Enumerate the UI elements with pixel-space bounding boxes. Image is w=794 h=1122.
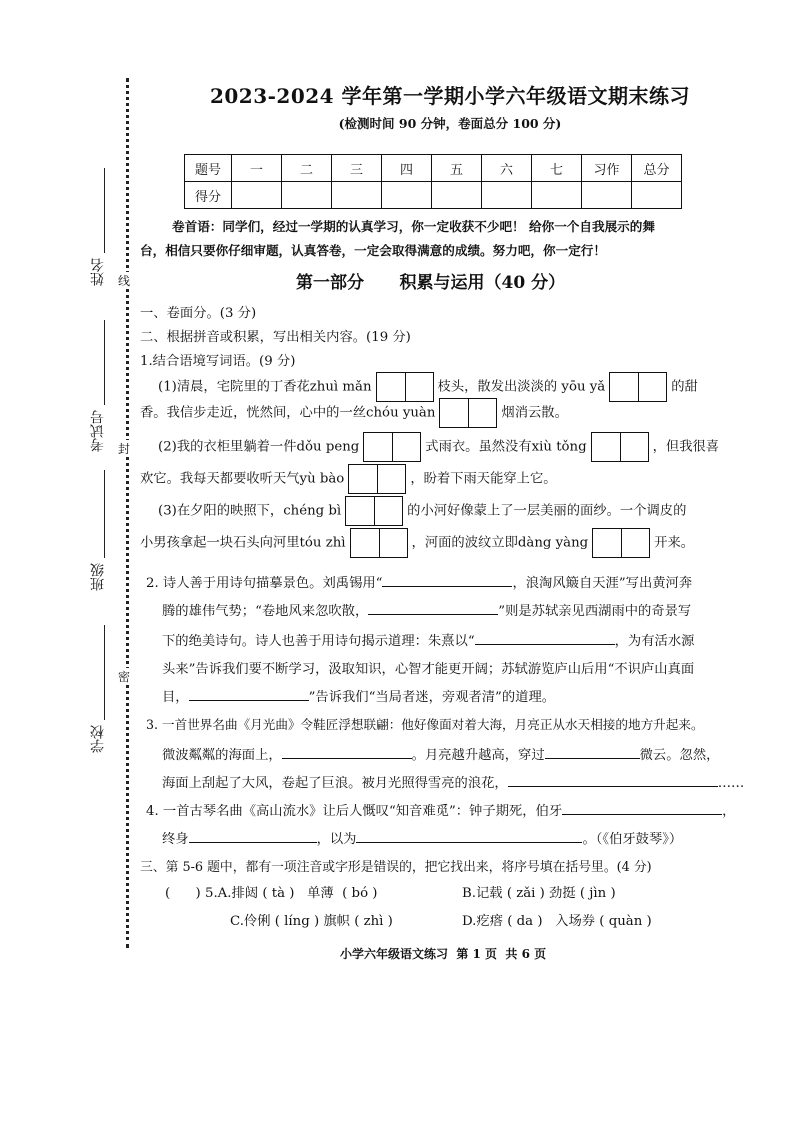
score-cell[interactable] <box>632 182 682 209</box>
page-subtitle: (检测时间 90 分钟，卷面总分 100 分) <box>338 116 562 131</box>
score-header-cell: 六 <box>482 155 532 182</box>
sentence-2-line-2 <box>140 464 557 494</box>
answer-box[interactable] <box>345 496 403 526</box>
answer-blank[interactable] <box>508 772 718 787</box>
seal-char-feng: 封 <box>118 442 131 456</box>
text-fragment: 的小河好像蒙上了一层美丽的面纱。一个调皮的 <box>407 503 687 519</box>
text-fragment: 欢它。我每天都要收听天气yù bào <box>140 471 345 487</box>
text-fragment: 微波粼粼的海面上， <box>162 748 282 763</box>
answer-blank[interactable] <box>189 828 317 843</box>
text-fragment: 。月亮越升越高，穿过 <box>411 748 545 763</box>
score-header-cell: 习作 <box>582 155 632 182</box>
answer-blank[interactable] <box>282 744 412 759</box>
school-label: 学校 <box>90 725 106 753</box>
answer-box[interactable] <box>592 528 650 558</box>
text-fragment: 香。我信步走近，恍然间，心中的一丝chóu yuàn <box>140 405 436 421</box>
text-fragment: 枝头，散发出淡淡的 yōu yǎ <box>437 379 606 395</box>
text-fragment: 头来”告诉我们要不断学习，汲取知识，心智才能更开阔；苏轼游览庐山后用“不识庐山真面 <box>162 662 695 677</box>
text-fragment: ，盼着下雨天能穿上它。 <box>410 471 557 487</box>
score-cell[interactable] <box>432 182 482 209</box>
text-fragment: 。（《伯牙鼓琴》） <box>582 832 683 847</box>
text-fragment: ，浪淘风簸自天涯”写出黄河奔 <box>512 576 693 591</box>
section-title-part1: 第一部分 积累与运用（40 分） <box>296 273 566 293</box>
question-1: 一、卷面分。(3 分) <box>140 306 257 321</box>
question-2-3-line-1 <box>146 714 704 733</box>
text-fragment: 海面上刮起了大风，卷起了巨浪。被月光照得雪亮的浪花， <box>162 776 508 791</box>
text-fragment: ，但我很喜 <box>652 439 720 455</box>
answer-box[interactable] <box>348 464 406 494</box>
page-title: 2023-2024 学年第一学期小学六年级语文期末练习 <box>209 84 691 108</box>
question-5-option-c: C.伶俐 ( líng ) 旗帜 ( zhì ) <box>230 914 393 929</box>
option-a-text: 5.A.排闼 ( tà ) 单薄 ( bó ) <box>204 886 378 901</box>
intro-line-2: 台，相信只要你仔细审题，认真答卷，一定会取得满意的成绩。努力吧，你一定行！ <box>140 243 606 258</box>
score-header-cell: 题号 <box>185 155 232 182</box>
text-fragment: 微云。忽然， <box>639 748 720 763</box>
text-fragment: 的甜 <box>671 379 698 395</box>
answer-blank[interactable] <box>189 686 309 701</box>
text-fragment: (1)清晨，宅院里的丁香花zhuì mǎn <box>158 379 372 395</box>
answer-blank[interactable] <box>545 744 640 759</box>
text-fragment: 2. 诗人善于用诗句描摹景色。刘禹锡用“ <box>146 576 383 591</box>
name-label: 姓名 <box>90 258 106 286</box>
text-fragment: ”告诉我们“当局者迷，旁观者清”的道理。 <box>308 690 556 705</box>
text-fragment: …… <box>717 776 745 791</box>
text-fragment: 开来。 <box>654 535 695 551</box>
question-2-4-line-1 <box>146 800 735 819</box>
sentence-2-line-1 <box>158 432 719 462</box>
score-header-cell: 一 <box>232 155 282 182</box>
text-fragment: ， <box>722 804 736 819</box>
answer-blank[interactable] <box>356 828 582 843</box>
question-2: 二、根据拼音或积累，写出相关内容。(19 分) <box>140 330 411 345</box>
score-header-cell: 总分 <box>632 155 682 182</box>
score-header-cell: 四 <box>382 155 432 182</box>
page-footer: 小学六年级语文练习 第 1 页 共 6 页 <box>340 947 547 961</box>
text-fragment: ，为有活水源 <box>614 634 695 649</box>
question-5-option-d: D.疙瘩 ( da ) 入场券 ( quàn ) <box>462 914 652 929</box>
binding-dotted-line <box>126 78 129 948</box>
question-2-2-line-5 <box>162 686 555 705</box>
score-header-cell: 三 <box>332 155 382 182</box>
question-2-2-line-3 <box>162 630 694 649</box>
score-row-label: 得分 <box>185 182 232 209</box>
score-cell[interactable] <box>482 182 532 209</box>
text-fragment: 烟消云散。 <box>501 405 568 421</box>
school-field[interactable] <box>104 625 105 720</box>
question-5-line-1 <box>165 882 378 901</box>
text-fragment: ，河面的波纹立即dàng yàng <box>411 535 589 551</box>
question-2-4-line-2 <box>162 828 682 847</box>
answer-box[interactable] <box>363 432 421 462</box>
class-label: 班级 <box>90 563 106 591</box>
text-fragment: ”则是苏轼亲见西湖雨中的奇景写 <box>498 604 692 619</box>
text-fragment: (3)在夕阳的映照下，chéng bì <box>158 503 342 519</box>
answer-box[interactable] <box>609 372 667 402</box>
answer-blank[interactable] <box>475 630 615 645</box>
answer-blank[interactable] <box>562 800 722 815</box>
seal-char-xian: 线 <box>118 274 131 288</box>
intro-line-1: 卷首语：同学们，经过一学期的认真学习，你一定收获不少吧！ 给你一个自我展示的舞 <box>172 219 655 234</box>
seal-char-mi: 密 <box>118 670 131 684</box>
exam-number-field[interactable] <box>104 320 105 405</box>
text-fragment: 下的绝美诗句。诗人也善于用诗句揭示道理：朱熹以“ <box>162 634 475 649</box>
score-table-header-row <box>185 155 682 182</box>
sentence-3-line-1 <box>158 496 686 526</box>
score-cell[interactable] <box>282 182 332 209</box>
score-cell[interactable] <box>332 182 382 209</box>
sentence-1-line-2 <box>140 398 568 428</box>
score-table-score-row <box>185 182 682 209</box>
score-header-cell: 七 <box>532 155 582 182</box>
sentence-3-line-2 <box>140 528 694 558</box>
score-header-cell: 五 <box>432 155 482 182</box>
question-2-2-line-1 <box>146 572 692 591</box>
text-fragment: 目， <box>162 690 189 705</box>
text-fragment: 式雨衣。虽然没有xiù tǒng <box>425 439 587 455</box>
question-3: 三、第 5-6 题中，都有一项注音或字形是错误的，把它找出来，将序号填在括号里。(4 分) <box>140 860 652 875</box>
question-2-1: 1.结合语境写词语。(9 分) <box>140 354 296 369</box>
score-cell[interactable] <box>232 182 282 209</box>
answer-blank[interactable] <box>368 600 498 615</box>
question-2-3-line-3 <box>162 772 744 791</box>
text-fragment: ，以为 <box>316 832 357 847</box>
answer-box[interactable] <box>350 528 408 558</box>
question-2-2-line-4 <box>162 658 694 677</box>
score-table <box>184 154 682 209</box>
score-cell[interactable] <box>382 182 432 209</box>
answer-box[interactable] <box>439 398 497 428</box>
exam-number-label: 考试号 <box>90 410 106 452</box>
text-fragment: (2)我的衣柜里躺着一件dǒu peng <box>158 439 360 455</box>
text-fragment: 终身 <box>162 832 189 847</box>
question-5-option-b: B.记载 ( zǎi ) 劲挺 ( jìn ) <box>462 886 616 901</box>
name-field[interactable] <box>104 168 105 253</box>
score-header-cell: 二 <box>282 155 332 182</box>
answer-paren[interactable]: ( ) <box>165 886 201 901</box>
question-2-2-line-2 <box>162 600 691 619</box>
question-2-3-line-2 <box>162 744 719 763</box>
text-fragment: 4. 一首古琴名曲《高山流水》让后人慨叹“知音难觅”：钟子期死，伯牙 <box>146 804 563 819</box>
text-fragment: 腾的雄伟气势；“卷地风来忽吹散， <box>162 604 369 619</box>
text-fragment: 小男孩拿起一块石头向河里tóu zhì <box>140 535 346 551</box>
class-field[interactable] <box>104 470 105 558</box>
answer-box[interactable] <box>591 432 649 462</box>
score-cell[interactable] <box>582 182 632 209</box>
text-fragment: 3. 一首世界名曲《月光曲》令鞋匠浮想联翩：他好像面对着大海，月亮正从水天相接的地方升起来。 <box>146 717 704 732</box>
answer-blank[interactable] <box>382 572 512 587</box>
score-cell[interactable] <box>532 182 582 209</box>
